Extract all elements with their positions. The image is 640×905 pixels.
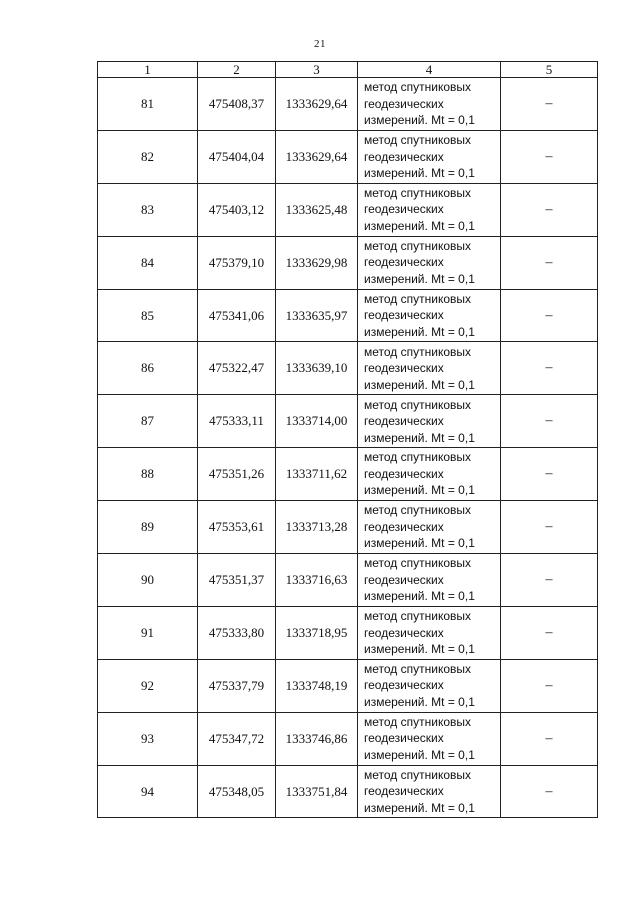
method-line: измерений. Mt = 0,1 xyxy=(364,324,475,339)
method-line: измерений. Mt = 0,1 xyxy=(364,430,475,445)
table-row xyxy=(98,395,598,448)
y-coordinate-cell: 1333751,84 xyxy=(276,765,358,818)
method-cell xyxy=(358,448,501,501)
method-line: измерений. Mt = 0,1 xyxy=(364,113,475,128)
point-number-cell: 85 xyxy=(98,289,198,342)
method-line: измерений. Mt = 0,1 xyxy=(364,483,475,498)
note-cell: – xyxy=(501,712,598,765)
x-coordinate-cell: 475379,10 xyxy=(198,236,276,289)
method-cell xyxy=(358,554,501,607)
method-cell xyxy=(358,501,501,554)
table-body xyxy=(98,78,598,818)
table-row xyxy=(98,765,598,818)
column-header: 3 xyxy=(276,62,358,78)
y-coordinate-cell: 1333639,10 xyxy=(276,342,358,395)
table-row xyxy=(98,342,598,395)
note-cell: – xyxy=(501,606,598,659)
point-number-cell: 89 xyxy=(98,501,198,554)
method-line: метод спутниковых xyxy=(364,661,472,676)
y-coordinate-cell: 1333711,62 xyxy=(276,448,358,501)
note-cell: – xyxy=(501,130,598,183)
x-coordinate-cell: 475348,05 xyxy=(198,765,276,818)
method-line: метод спутниковых xyxy=(364,291,472,306)
y-coordinate-cell: 1333716,63 xyxy=(276,554,358,607)
method-line: измерений. Mt = 0,1 xyxy=(364,218,475,233)
method-line: геодезических xyxy=(364,731,444,746)
y-coordinate-cell: 1333714,00 xyxy=(276,395,358,448)
note-cell: – xyxy=(501,78,598,131)
y-coordinate-cell: 1333629,64 xyxy=(276,130,358,183)
point-number-cell: 94 xyxy=(98,765,198,818)
table-row xyxy=(98,289,598,342)
method-line: метод спутниковых xyxy=(364,767,472,782)
table-row xyxy=(98,78,598,131)
point-number-cell: 93 xyxy=(98,712,198,765)
y-coordinate-cell: 1333713,28 xyxy=(276,501,358,554)
method-line: метод спутниковых xyxy=(364,503,472,518)
note-cell: – xyxy=(501,501,598,554)
note-cell: – xyxy=(501,554,598,607)
method-cell xyxy=(358,659,501,712)
point-number-cell: 84 xyxy=(98,236,198,289)
table-row xyxy=(98,236,598,289)
table-row xyxy=(98,554,598,607)
x-coordinate-cell: 475403,12 xyxy=(198,183,276,236)
method-line: измерений. Mt = 0,1 xyxy=(364,747,475,762)
method-cell xyxy=(358,395,501,448)
note-cell: – xyxy=(501,183,598,236)
column-header: 1 xyxy=(98,62,198,78)
method-cell xyxy=(358,712,501,765)
method-line: геодезических xyxy=(364,414,444,429)
method-line: метод спутниковых xyxy=(364,556,472,571)
note-cell: – xyxy=(501,289,598,342)
x-coordinate-cell: 475333,80 xyxy=(198,606,276,659)
x-coordinate-cell: 475351,37 xyxy=(198,554,276,607)
table-row xyxy=(98,659,598,712)
method-line: геодезических xyxy=(364,784,444,799)
method-line: метод спутниковых xyxy=(364,238,472,253)
method-line: метод спутниковых xyxy=(364,133,472,148)
table-row xyxy=(98,448,598,501)
point-number-cell: 81 xyxy=(98,78,198,131)
method-line: метод спутниковых xyxy=(364,609,472,624)
note-cell: – xyxy=(501,236,598,289)
note-cell: – xyxy=(501,659,598,712)
table-header-row xyxy=(98,62,598,78)
point-number-cell: 82 xyxy=(98,130,198,183)
note-cell: – xyxy=(501,395,598,448)
method-cell xyxy=(358,289,501,342)
method-line: измерений. Mt = 0,1 xyxy=(364,694,475,709)
method-line: измерений. Mt = 0,1 xyxy=(364,589,475,604)
method-line: геодезических xyxy=(364,149,444,164)
method-line: измерений. Mt = 0,1 xyxy=(364,377,475,392)
method-line: измерений. Mt = 0,1 xyxy=(364,536,475,551)
method-line: геодезических xyxy=(364,678,444,693)
method-cell xyxy=(358,236,501,289)
method-line: геодезических xyxy=(364,308,444,323)
y-coordinate-cell: 1333718,95 xyxy=(276,606,358,659)
note-cell: – xyxy=(501,342,598,395)
method-line: метод спутниковых xyxy=(364,344,472,359)
method-line: измерений. Mt = 0,1 xyxy=(364,271,475,286)
method-line: метод спутниковых xyxy=(364,397,472,412)
table-row xyxy=(98,501,598,554)
point-number-cell: 88 xyxy=(98,448,198,501)
x-coordinate-cell: 475353,61 xyxy=(198,501,276,554)
method-line: метод спутниковых xyxy=(364,80,472,95)
x-coordinate-cell: 475341,06 xyxy=(198,289,276,342)
point-number-cell: 87 xyxy=(98,395,198,448)
method-line: геодезических xyxy=(364,202,444,217)
method-line: измерений. Mt = 0,1 xyxy=(364,642,475,657)
method-line: геодезических xyxy=(364,625,444,640)
x-coordinate-cell: 475351,26 xyxy=(198,448,276,501)
column-header: 5 xyxy=(501,62,598,78)
y-coordinate-cell: 1333746,86 xyxy=(276,712,358,765)
method-line: геодезических xyxy=(364,572,444,587)
method-line: измерений. Mt = 0,1 xyxy=(364,166,475,181)
method-line: геодезических xyxy=(364,255,444,270)
method-line: геодезических xyxy=(364,96,444,111)
x-coordinate-cell: 475337,79 xyxy=(198,659,276,712)
point-number-cell: 83 xyxy=(98,183,198,236)
y-coordinate-cell: 1333629,98 xyxy=(276,236,358,289)
note-cell: – xyxy=(501,448,598,501)
method-line: метод спутниковых xyxy=(364,450,472,465)
method-cell xyxy=(358,130,501,183)
y-coordinate-cell: 1333629,64 xyxy=(276,78,358,131)
method-cell xyxy=(358,78,501,131)
method-line: метод спутниковых xyxy=(364,714,472,729)
method-line: измерений. Mt = 0,1 xyxy=(364,800,475,815)
method-cell xyxy=(358,183,501,236)
method-line: метод спутниковых xyxy=(364,185,472,200)
column-header: 4 xyxy=(358,62,501,78)
y-coordinate-cell: 1333748,19 xyxy=(276,659,358,712)
y-coordinate-cell: 1333635,97 xyxy=(276,289,358,342)
point-number-cell: 90 xyxy=(98,554,198,607)
point-number-cell: 92 xyxy=(98,659,198,712)
table-row xyxy=(98,712,598,765)
x-coordinate-cell: 475404,04 xyxy=(198,130,276,183)
x-coordinate-cell: 475333,11 xyxy=(198,395,276,448)
page-number: 21 xyxy=(314,38,326,50)
table-row xyxy=(98,130,598,183)
method-cell xyxy=(358,342,501,395)
table-row xyxy=(98,606,598,659)
x-coordinate-cell: 475322,47 xyxy=(198,342,276,395)
coordinates-table xyxy=(97,61,598,818)
point-number-cell: 86 xyxy=(98,342,198,395)
table-row xyxy=(98,183,598,236)
method-cell xyxy=(358,765,501,818)
x-coordinate-cell: 475408,37 xyxy=(198,78,276,131)
column-header: 2 xyxy=(198,62,276,78)
method-line: геодезических xyxy=(364,466,444,481)
method-cell xyxy=(358,606,501,659)
point-number-cell: 91 xyxy=(98,606,198,659)
x-coordinate-cell: 475347,72 xyxy=(198,712,276,765)
note-cell: – xyxy=(501,765,598,818)
method-line: геодезических xyxy=(364,361,444,376)
y-coordinate-cell: 1333625,48 xyxy=(276,183,358,236)
method-line: геодезических xyxy=(364,519,444,534)
